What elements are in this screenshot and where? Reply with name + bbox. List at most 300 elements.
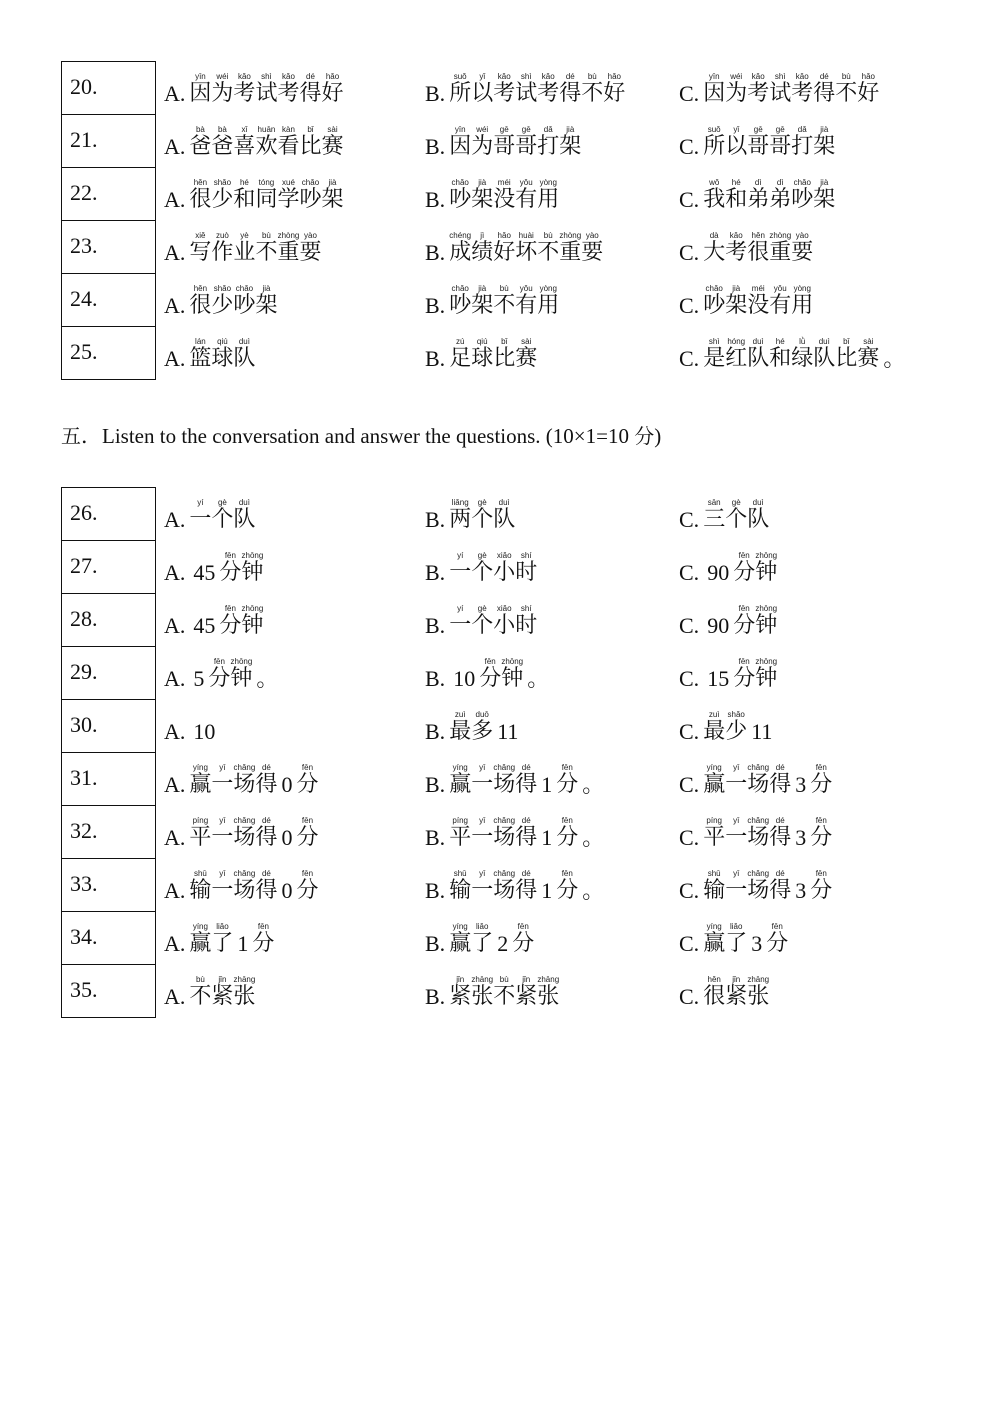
pinyin: píng	[706, 816, 722, 825]
option-text	[703, 921, 788, 955]
option-b[interactable]	[425, 67, 625, 113]
pinyin: duì	[238, 498, 250, 507]
pinyin: jǐn	[732, 975, 741, 984]
pinyin: zuò	[215, 231, 229, 240]
hanzi-with-pinyin: 两 liǎng	[449, 498, 472, 532]
hanzi-with-pinyin: 架 jià	[471, 284, 494, 318]
option-a[interactable]	[164, 705, 219, 751]
option-text	[449, 230, 603, 264]
hanzi-with-pinyin: 同 tóng	[255, 178, 278, 212]
option-letter: B.	[425, 613, 446, 638]
option-c[interactable]	[679, 917, 788, 963]
hanzi-with-pinyin: 试 shì	[255, 72, 278, 106]
hanzi-with-pinyin: 赢 yíng	[703, 763, 726, 797]
pinyin: fēn	[484, 657, 496, 666]
pinyin: bǐ	[843, 337, 850, 346]
pinyin: fēn	[771, 922, 783, 931]
hanzi-with-pinyin: 比 bǐ	[299, 125, 322, 159]
option-a[interactable]	[164, 120, 344, 166]
pinyin: xiě	[195, 231, 206, 240]
hanzi-with-pinyin: 分 fēn	[219, 604, 242, 638]
hanzi-with-pinyin: 张 zhāng	[747, 975, 770, 1009]
pinyin: shǎo	[727, 710, 745, 719]
hanzi-with-pinyin: 分 fēn	[733, 657, 756, 691]
option-c[interactable]	[679, 173, 835, 219]
pinyin: dì	[776, 178, 784, 187]
pinyin: bù	[499, 975, 509, 984]
plain-text: 0	[281, 772, 293, 797]
hanzi-with-pinyin: 喜 xǐ	[233, 125, 256, 159]
plain-text: 90	[707, 613, 730, 638]
pinyin: kàn	[282, 125, 295, 134]
hanzi-with-pinyin: 架 jià	[813, 125, 836, 159]
question-row	[0, 805, 1000, 858]
hanzi-with-pinyin: 场 chǎng	[233, 869, 256, 903]
option-text	[189, 497, 255, 531]
pinyin: yòng	[793, 284, 811, 293]
pinyin: hǎo	[497, 231, 511, 240]
pinyin: dé	[819, 72, 829, 81]
option-b[interactable]	[425, 917, 534, 963]
pinyin: shū	[707, 869, 721, 878]
pinyin: chǎo	[235, 284, 254, 293]
hanzi-with-pinyin: 重 zhòng	[769, 231, 792, 265]
pinyin: jǐn	[218, 975, 227, 984]
pinyin: zhòng	[559, 231, 582, 240]
hanzi-with-pinyin: 场 chǎng	[493, 816, 516, 850]
option-text	[449, 868, 608, 902]
option-text	[703, 230, 813, 264]
hanzi-with-pinyin: 队 duì	[493, 498, 516, 532]
option-letter: A.	[164, 613, 186, 638]
hanzi-with-pinyin: 吵 chǎo	[703, 284, 726, 318]
pinyin: yíng	[452, 763, 468, 772]
option-a[interactable]	[164, 864, 318, 910]
hanzi-with-pinyin: 吵 chǎo	[791, 178, 814, 212]
hanzi-with-pinyin: 三 sān	[703, 498, 726, 532]
plain-text: 1	[541, 878, 553, 903]
option-letter: B.	[425, 666, 446, 691]
question-number-cell	[61, 167, 156, 220]
option-a[interactable]	[164, 970, 255, 1016]
hanzi-with-pinyin: 一 yī	[471, 869, 494, 903]
hanzi-with-pinyin: 考 kǎo	[537, 72, 560, 106]
pinyin: bǐ	[307, 125, 314, 134]
hanzi-with-pinyin: 有 yǒu	[515, 284, 538, 318]
pinyin: yào	[585, 231, 599, 240]
pinyin: hé	[775, 337, 785, 346]
pinyin: dé	[521, 816, 531, 825]
option-a[interactable]	[164, 758, 318, 804]
option-text	[189, 230, 321, 264]
question-row	[0, 540, 1000, 593]
hanzi-with-pinyin: 个 gè	[211, 498, 234, 532]
pinyin: yào	[795, 231, 809, 240]
hanzi-with-pinyin: 得 dé	[769, 763, 792, 797]
option-c[interactable]	[679, 332, 909, 378]
option-c[interactable]	[679, 864, 832, 910]
pinyin: kǎo	[751, 72, 765, 81]
pinyin: xiǎo	[496, 604, 512, 613]
question-row	[0, 646, 1000, 699]
plain-text: 10	[453, 666, 476, 691]
hanzi-with-pinyin: 一 yī	[211, 763, 234, 797]
pinyin: yīn	[454, 125, 466, 134]
hanzi-with-pinyin: 绿 lǜ	[791, 337, 814, 371]
pinyin: zhōng	[501, 657, 524, 666]
pinyin: jià	[478, 178, 487, 187]
option-letter: B.	[425, 772, 446, 797]
option-text	[449, 497, 515, 531]
option-text	[449, 550, 537, 584]
option-b[interactable]	[425, 546, 537, 592]
pinyin: liǎng	[451, 498, 469, 507]
pinyin: gē	[521, 125, 531, 134]
pinyin: bù	[195, 975, 205, 984]
option-text	[189, 656, 282, 690]
pinyin: dé	[565, 72, 575, 81]
pinyin: chǎo	[793, 178, 811, 187]
pinyin: fēn	[224, 551, 236, 560]
option-letter: C.	[679, 560, 700, 585]
pinyin: yīn	[708, 72, 720, 81]
option-letter: C.	[679, 984, 700, 1009]
hanzi-with-pinyin: 了 liǎo	[471, 922, 494, 956]
option-text	[703, 974, 769, 1008]
option-a[interactable]	[164, 332, 255, 378]
option-b[interactable]	[425, 332, 537, 378]
question-row	[0, 699, 1000, 752]
pinyin: huān	[257, 125, 276, 134]
hanzi-with-pinyin: 场 chǎng	[233, 763, 256, 797]
option-a[interactable]	[164, 226, 321, 272]
pinyin: jià	[328, 178, 337, 187]
plain-text: 11	[497, 719, 519, 744]
pinyin: fēn	[517, 922, 529, 931]
hanzi-with-pinyin: 因 yīn	[703, 72, 726, 106]
option-c[interactable]	[679, 226, 813, 272]
option-a[interactable]	[164, 811, 318, 857]
pinyin: shū	[193, 869, 207, 878]
hanzi-with-pinyin: 得 dé	[255, 816, 278, 850]
question-number-cell	[61, 964, 156, 1018]
option-text	[703, 656, 777, 690]
option-a[interactable]	[164, 599, 263, 645]
option-letter: B.	[425, 825, 446, 850]
question-number-cell	[61, 326, 156, 380]
heading-close-paren: )	[654, 424, 662, 448]
hanzi-with-pinyin: 一 yī	[725, 869, 748, 903]
option-text	[449, 656, 553, 690]
pinyin: fēn	[815, 816, 827, 825]
hanzi-with-pinyin: 得 dé	[813, 72, 836, 106]
hanzi-with-pinyin: 打 dǎ	[791, 125, 814, 159]
plain-text: 10	[193, 719, 216, 744]
pinyin: xǐ	[241, 125, 248, 134]
pinyin: gè	[217, 498, 227, 507]
pinyin: píng	[452, 816, 468, 825]
question-row	[0, 61, 1000, 114]
question-number: 22.	[70, 180, 98, 205]
option-letter: C.	[679, 878, 700, 903]
plain-text: 3	[795, 878, 807, 903]
pinyin: chǎo	[705, 284, 723, 293]
hanzi-with-pinyin: 用 yòng	[791, 284, 814, 318]
hanzi-with-pinyin: 红 hóng	[725, 337, 748, 371]
pinyin: fēn	[738, 551, 750, 560]
hanzi-with-pinyin: 弟 dì	[769, 178, 792, 212]
pinyin: yíng	[706, 922, 722, 931]
option-text	[189, 815, 318, 849]
hanzi-with-pinyin: 小 xiǎo	[493, 604, 516, 638]
section-instruction: ．Listen to the conversation and answer the questions. (10×1=10	[81, 424, 635, 448]
option-b[interactable]	[425, 970, 559, 1016]
option-text	[449, 762, 608, 796]
question-number: 31.	[70, 765, 98, 790]
option-letter: A.	[164, 346, 186, 371]
hanzi-with-pinyin: 得 dé	[769, 869, 792, 903]
option-text	[449, 603, 537, 637]
hanzi-with-pinyin: 场 chǎng	[747, 816, 770, 850]
hanzi-with-pinyin: 足 zú	[449, 337, 472, 371]
pinyin: zhòng	[277, 231, 300, 240]
plain-text: 。	[582, 772, 605, 797]
question-row	[0, 964, 1000, 1017]
hanzi-with-pinyin: 很 hěn	[703, 975, 726, 1009]
option-c[interactable]	[679, 279, 813, 325]
hanzi-with-pinyin: 个 gè	[471, 604, 494, 638]
hanzi-with-pinyin: 少 shǎo	[211, 284, 234, 318]
pinyin: yí	[197, 498, 204, 507]
option-b[interactable]	[425, 652, 553, 698]
option-text	[189, 868, 318, 902]
hanzi-with-pinyin: 最 zuì	[703, 710, 726, 744]
hanzi-with-pinyin: 平 píng	[703, 816, 726, 850]
option-letter: C.	[679, 134, 700, 159]
option-text	[189, 550, 263, 584]
hanzi-with-pinyin: 分 fēn	[556, 869, 579, 903]
pinyin: zhōng	[241, 604, 264, 613]
option-b[interactable]	[425, 173, 559, 219]
hanzi-with-pinyin: 一 yī	[211, 816, 234, 850]
pinyin: yī	[479, 763, 486, 772]
option-c[interactable]	[679, 652, 777, 698]
pinyin: kǎo	[729, 231, 743, 240]
hanzi-with-pinyin: 为 wéi	[471, 125, 494, 159]
plain-text: 3	[751, 931, 763, 956]
option-b[interactable]	[425, 493, 515, 539]
pinyin: suǒ	[707, 125, 721, 134]
hanzi-with-pinyin: 张 zhāng	[471, 975, 494, 1009]
pinyin: liǎo	[729, 922, 743, 931]
hanzi-with-pinyin: 哥 gē	[515, 125, 538, 159]
pinyin: bǐ	[501, 337, 508, 346]
option-a[interactable]	[164, 917, 274, 963]
option-letter: A.	[164, 719, 186, 744]
hanzi-with-pinyin: 场 chǎng	[493, 869, 516, 903]
plain-text: 5	[193, 666, 205, 691]
hanzi-with-pinyin: 钟 zhōng	[501, 657, 524, 691]
hanzi-with-pinyin: 赢 yíng	[449, 763, 472, 797]
option-c[interactable]	[679, 705, 776, 751]
option-b[interactable]	[425, 811, 608, 857]
pinyin: dé	[261, 869, 271, 878]
option-c[interactable]	[679, 493, 769, 539]
pinyin: chǎo	[301, 178, 320, 187]
option-text	[449, 71, 625, 105]
hanzi-with-pinyin: 得 dé	[299, 72, 322, 106]
hanzi-with-pinyin: 成 chéng	[449, 231, 472, 265]
hanzi-with-pinyin: 分 fēn	[733, 604, 756, 638]
option-a[interactable]	[164, 652, 282, 698]
pinyin: yī	[219, 869, 226, 878]
hanzi-with-pinyin: 重 zhòng	[277, 231, 300, 265]
pinyin: zhōng	[755, 657, 778, 666]
pinyin: fēn	[815, 869, 827, 878]
pinyin: shǎo	[213, 178, 232, 187]
pinyin: hǎo	[861, 72, 875, 81]
hanzi-with-pinyin: 分 fēn	[810, 816, 833, 850]
pinyin: chǎng	[233, 763, 256, 772]
plain-text: 11	[751, 719, 773, 744]
hanzi-with-pinyin: 队 duì	[233, 498, 256, 532]
option-a[interactable]	[164, 493, 255, 539]
hanzi-with-pinyin: 所 suǒ	[703, 125, 726, 159]
option-letter: C.	[679, 346, 700, 371]
option-b[interactable]	[425, 599, 537, 645]
hanzi-with-pinyin: 不 bù	[189, 975, 212, 1009]
pinyin: hǎo	[607, 72, 621, 81]
pinyin: fēn	[301, 816, 314, 825]
pinyin: dé	[521, 869, 531, 878]
hanzi-with-pinyin: 哥 gē	[747, 125, 770, 159]
option-c[interactable]	[679, 546, 777, 592]
question-number: 27.	[70, 553, 98, 578]
hanzi-with-pinyin: 吵 chǎo	[299, 178, 322, 212]
hanzi-with-pinyin: 得 dé	[515, 869, 538, 903]
hanzi-with-pinyin: 紧 jǐn	[449, 975, 472, 1009]
question-number-cell	[61, 805, 156, 858]
hanzi-with-pinyin: 分 fēn	[219, 551, 242, 585]
pinyin: yī	[733, 763, 740, 772]
option-c[interactable]	[679, 970, 769, 1016]
option-c[interactable]	[679, 67, 879, 113]
option-letter: A.	[164, 878, 186, 903]
pinyin: bù	[543, 231, 553, 240]
option-b[interactable]	[425, 705, 522, 751]
option-c[interactable]	[679, 599, 777, 645]
pinyin: bù	[841, 72, 851, 81]
plain-text: 。	[582, 825, 605, 850]
option-c[interactable]	[679, 120, 835, 166]
hanzi-with-pinyin: 学 xué	[277, 178, 300, 212]
pinyin: yī	[479, 816, 486, 825]
option-text	[703, 762, 832, 796]
hanzi-with-pinyin: 小 xiǎo	[493, 551, 516, 585]
pinyin: bù	[587, 72, 597, 81]
hanzi-with-pinyin: 为 wéi	[725, 72, 748, 106]
pinyin: zú	[455, 337, 465, 346]
pinyin: yǒu	[519, 178, 533, 187]
plain-text: 0	[281, 825, 293, 850]
hanzi-with-pinyin: 分 fēn	[512, 922, 535, 956]
option-b[interactable]	[425, 120, 581, 166]
question-row	[0, 273, 1000, 326]
pinyin: shí	[520, 551, 532, 560]
pinyin: gē	[753, 125, 763, 134]
hanzi-with-pinyin: 不 bù	[493, 975, 516, 1009]
question-number-cell	[61, 593, 156, 646]
option-b[interactable]	[425, 758, 608, 804]
option-a[interactable]	[164, 67, 344, 113]
option-letter: A.	[164, 507, 186, 532]
hanzi-with-pinyin: 分 fēn	[810, 763, 833, 797]
option-b[interactable]	[425, 226, 603, 272]
hanzi-with-pinyin: 考 kǎo	[791, 72, 814, 106]
pinyin: wéi	[730, 72, 743, 81]
option-a[interactable]	[164, 279, 277, 325]
hanzi-with-pinyin: 钟 zhōng	[230, 657, 253, 691]
hanzi-with-pinyin: 以 yǐ	[471, 72, 494, 106]
hanzi-with-pinyin: 很 hěn	[747, 231, 770, 265]
option-text	[703, 497, 769, 531]
option-a[interactable]	[164, 546, 263, 592]
pinyin: fēn	[213, 657, 225, 666]
pinyin: gè	[477, 604, 487, 613]
hanzi-with-pinyin: 没 méi	[747, 284, 770, 318]
option-c[interactable]	[679, 758, 832, 804]
hanzi-with-pinyin: 比 bǐ	[835, 337, 858, 371]
option-b[interactable]	[425, 279, 559, 325]
option-a[interactable]	[164, 173, 344, 219]
option-text	[449, 974, 559, 1008]
pinyin: chǎng	[747, 763, 770, 772]
plain-text: 1	[541, 825, 553, 850]
hanzi-with-pinyin: 个 gè	[471, 551, 494, 585]
option-b[interactable]	[425, 864, 608, 910]
points-unit: 分	[634, 424, 655, 448]
pinyin: chǎo	[451, 178, 469, 187]
question-row	[0, 114, 1000, 167]
pinyin: duì	[238, 337, 250, 346]
pinyin: gē	[775, 125, 785, 134]
hanzi-with-pinyin: 分 fēn	[208, 657, 231, 691]
hanzi-with-pinyin: 所 suǒ	[449, 72, 472, 106]
pinyin: duì	[818, 337, 830, 346]
hanzi-with-pinyin: 少 shǎo	[725, 710, 748, 744]
hanzi-with-pinyin: 场 chǎng	[233, 816, 256, 850]
option-text	[189, 177, 343, 211]
hanzi-with-pinyin: 考 kǎo	[747, 72, 770, 106]
hanzi-with-pinyin: 是 shì	[703, 337, 726, 371]
hanzi-with-pinyin: 平 píng	[449, 816, 472, 850]
plain-text: 。	[883, 346, 906, 371]
hanzi-with-pinyin: 个 gè	[725, 498, 748, 532]
pinyin: jià	[820, 125, 829, 134]
option-c[interactable]	[679, 811, 832, 857]
hanzi-with-pinyin: 一 yī	[725, 816, 748, 850]
option-text	[189, 603, 263, 637]
option-text	[189, 336, 255, 370]
pinyin: kǎo	[237, 72, 251, 81]
pinyin: hěn	[707, 975, 721, 984]
hanzi-with-pinyin: 一 yī	[471, 763, 494, 797]
hanzi-with-pinyin: 不 bù	[255, 231, 278, 265]
pinyin: yíng	[452, 922, 468, 931]
pinyin: yí	[457, 604, 464, 613]
hanzi-with-pinyin: 紧 jǐn	[725, 975, 748, 1009]
hanzi-with-pinyin: 得 dé	[515, 816, 538, 850]
